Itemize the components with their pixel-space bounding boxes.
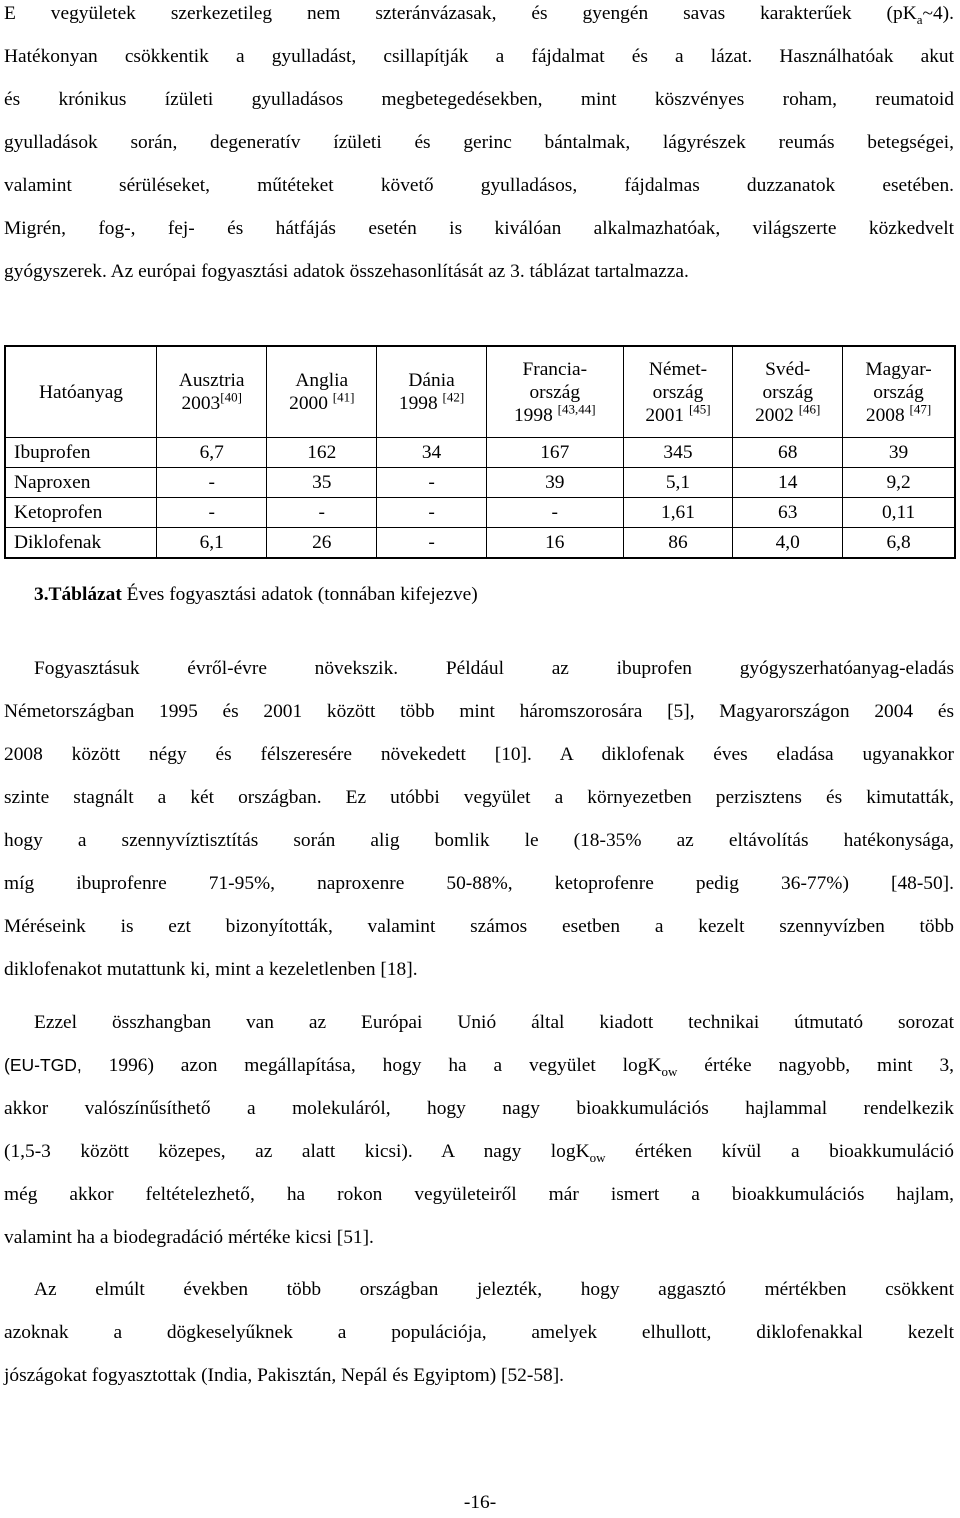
table-cell: 4,0 xyxy=(733,528,843,559)
header-cell-germany: Német- ország 2001 [45] xyxy=(623,346,733,438)
header-cell-sweden: Svéd- ország 2002 [46] xyxy=(733,346,843,438)
table-cell: - xyxy=(157,498,267,528)
table-cell: 39 xyxy=(843,438,955,468)
table-cell: 162 xyxy=(267,438,377,468)
text-line: hogy a szennyvíztisztítás során alig bomlik le (18-35% az eltávolítás hatékonysága, xyxy=(4,830,954,851)
table-cell: Ketoprofen xyxy=(5,498,157,528)
table-cell: 16 xyxy=(486,528,623,559)
header-cell-austria: Ausztria 2003[40] xyxy=(157,346,267,438)
table-cell: 5,1 xyxy=(623,468,733,498)
text-line: diklofenakot mutattunk ki, mint a kezeletlenben [18]. xyxy=(4,959,418,980)
paragraph-vultures xyxy=(4,1268,954,1397)
table-cell: 6,1 xyxy=(157,528,267,559)
table-cell: 26 xyxy=(267,528,377,559)
text-line: azoknak a dögkeselyűknek a populációja, amelyek elhullott, diklofenakkal kezelt xyxy=(4,1322,954,1343)
table-cell: 34 xyxy=(377,438,487,468)
table-cell: - xyxy=(486,498,623,528)
text-line: Migrén, fog-, fej- és hátfájás esetén is kiválóan alkalmazhatóak, világszerte közkedvelt xyxy=(4,218,954,239)
table-cell: 6,8 xyxy=(843,528,955,559)
text-line: Ezzel összhangban van az Európai Unió által kiadott technikai útmutató sorozat xyxy=(34,1012,954,1033)
text-line: E vegyületek szerkezetileg nem szteránvázasak, és gyengén savas karakterűek $(pK_a\sim 4)$. xyxy=(4,3,954,27)
table-cell: Naproxen xyxy=(5,468,157,498)
table-cell: Diklofenak xyxy=(5,528,157,559)
table-row xyxy=(5,498,955,528)
table-caption-label: 3.Táblázat xyxy=(34,584,122,605)
table-cell: 0,11 xyxy=(843,498,955,528)
text-line: (1,5-3 között közepes, az alatt kicsi). A nagy logK$_{ow}$ értéken kívül a bioakkumuláció xyxy=(4,1141,954,1165)
text-line: akkor valószínűsíthető a molekuláról, hogy nagy bioakkumulációs hajlammal rendelkezik xyxy=(4,1098,954,1119)
text-line: (EU-TGD, 1996) azon megállapítása, hogy ha a vegyület logK$_{ow}$ értéke nagyobb, mint 3, xyxy=(4,1055,954,1079)
table-cell: 39 xyxy=(486,468,623,498)
table-cell: - xyxy=(157,468,267,498)
text-line: még akkor feltételezhető, ha rokon vegyületeiről már ismert a bioakkumulációs hajlam, xyxy=(4,1184,954,1205)
text-line: jószágokat fogyasztottak (India, Pakisztán, Nepál és Egyiptom) [52-58]. xyxy=(4,1365,565,1386)
table-cell: - xyxy=(267,498,377,528)
table-cell: 68 xyxy=(733,438,843,468)
page-number: -16- xyxy=(463,1492,497,1513)
header-cell-france: Francia- ország 1998 [43,44] xyxy=(486,346,623,438)
table-cell: 86 xyxy=(623,528,733,559)
consumption-table xyxy=(4,345,956,559)
text-line: Németországban 1995 és 2001 között több mint háromszorosára [5], Magyarországon 2004 és xyxy=(4,701,954,722)
table-cell: 35 xyxy=(267,468,377,498)
text-line: Az elmúlt években több országban jelezték, hogy aggasztó mértékben csökkent xyxy=(34,1279,954,1300)
paragraph-consumption-trend xyxy=(4,647,954,991)
table-row xyxy=(5,468,955,498)
header-cell-hungary: Magyar- ország 2008 [47] xyxy=(843,346,955,438)
table-row xyxy=(5,438,955,468)
text-line: valamint ha a biodegradáció mértéke kicsi [51]. xyxy=(4,1227,374,1248)
table-cell: 6,7 xyxy=(157,438,267,468)
header-cell-england: Anglia 2000 [41] xyxy=(267,346,377,438)
table-cell: - xyxy=(377,528,487,559)
text-line: gyógyszerek. Az európai fogyasztási adatok összehasonlítását az 3. táblázat tartalmazza. xyxy=(4,261,689,282)
text-line: Méréseink is ezt bizonyították, valamint számos esetben a kezelt szennyvízben több xyxy=(4,916,954,937)
header-cell-substance: Hatóanyag xyxy=(5,346,157,438)
text-line: Hatékonyan csökkentik a gyulladást, csillapítják a fájdalmat és a lázat. Használhatóak akut xyxy=(4,46,954,67)
table-header-row xyxy=(5,346,955,438)
table-caption xyxy=(34,584,478,606)
text-line: 2008 között négy és félszeresére növekedett [10]. A diklofenak éves eladása ugyanakkor xyxy=(4,744,954,765)
table-cell: 14 xyxy=(733,468,843,498)
text-line: és krónikus ízületi gyulladásos megbetegedésekben, mint köszvényes roham, reumatoid xyxy=(4,89,954,110)
table-cell: - xyxy=(377,468,487,498)
text-line: Fogyasztásuk évről-évre növekszik. Például az ibuprofen gyógyszerhatóanyag-eladás xyxy=(34,658,954,679)
table-cell: 345 xyxy=(623,438,733,468)
table-cell: 167 xyxy=(486,438,623,468)
text-line: míg ibuprofenre 71-95%, naproxenre 50-88%, ketoprofenre pedig 36-77%) [48-50]. xyxy=(4,873,954,894)
table-cell: 63 xyxy=(733,498,843,528)
text-line: valamint sérüléseket, műtéteket követő gyulladásos, fájdalmas duzzanatok esetében. xyxy=(4,175,954,196)
header-cell-denmark: Dánia 1998 [42] xyxy=(377,346,487,438)
text-line: gyulladások során, degeneratív ízületi és gerinc bántalmak, lágyrészek reumás betegségei, xyxy=(4,132,954,153)
table-row xyxy=(5,528,955,559)
table-cell: - xyxy=(377,498,487,528)
table-caption-text: Éves fogyasztási adatok (tonnában kifejezve) xyxy=(121,584,478,605)
table-cell: 9,2 xyxy=(843,468,955,498)
paragraph-bioaccumulation xyxy=(4,1001,954,1259)
paragraph-nsaid-intro xyxy=(4,0,954,293)
table-cell: 1,61 xyxy=(623,498,733,528)
text-line: szinte stagnált a két országban. Ez utóbbi vegyület a környezetben perzisztens és kimutatták, xyxy=(4,787,954,808)
table-cell: Ibuprofen xyxy=(5,438,157,468)
